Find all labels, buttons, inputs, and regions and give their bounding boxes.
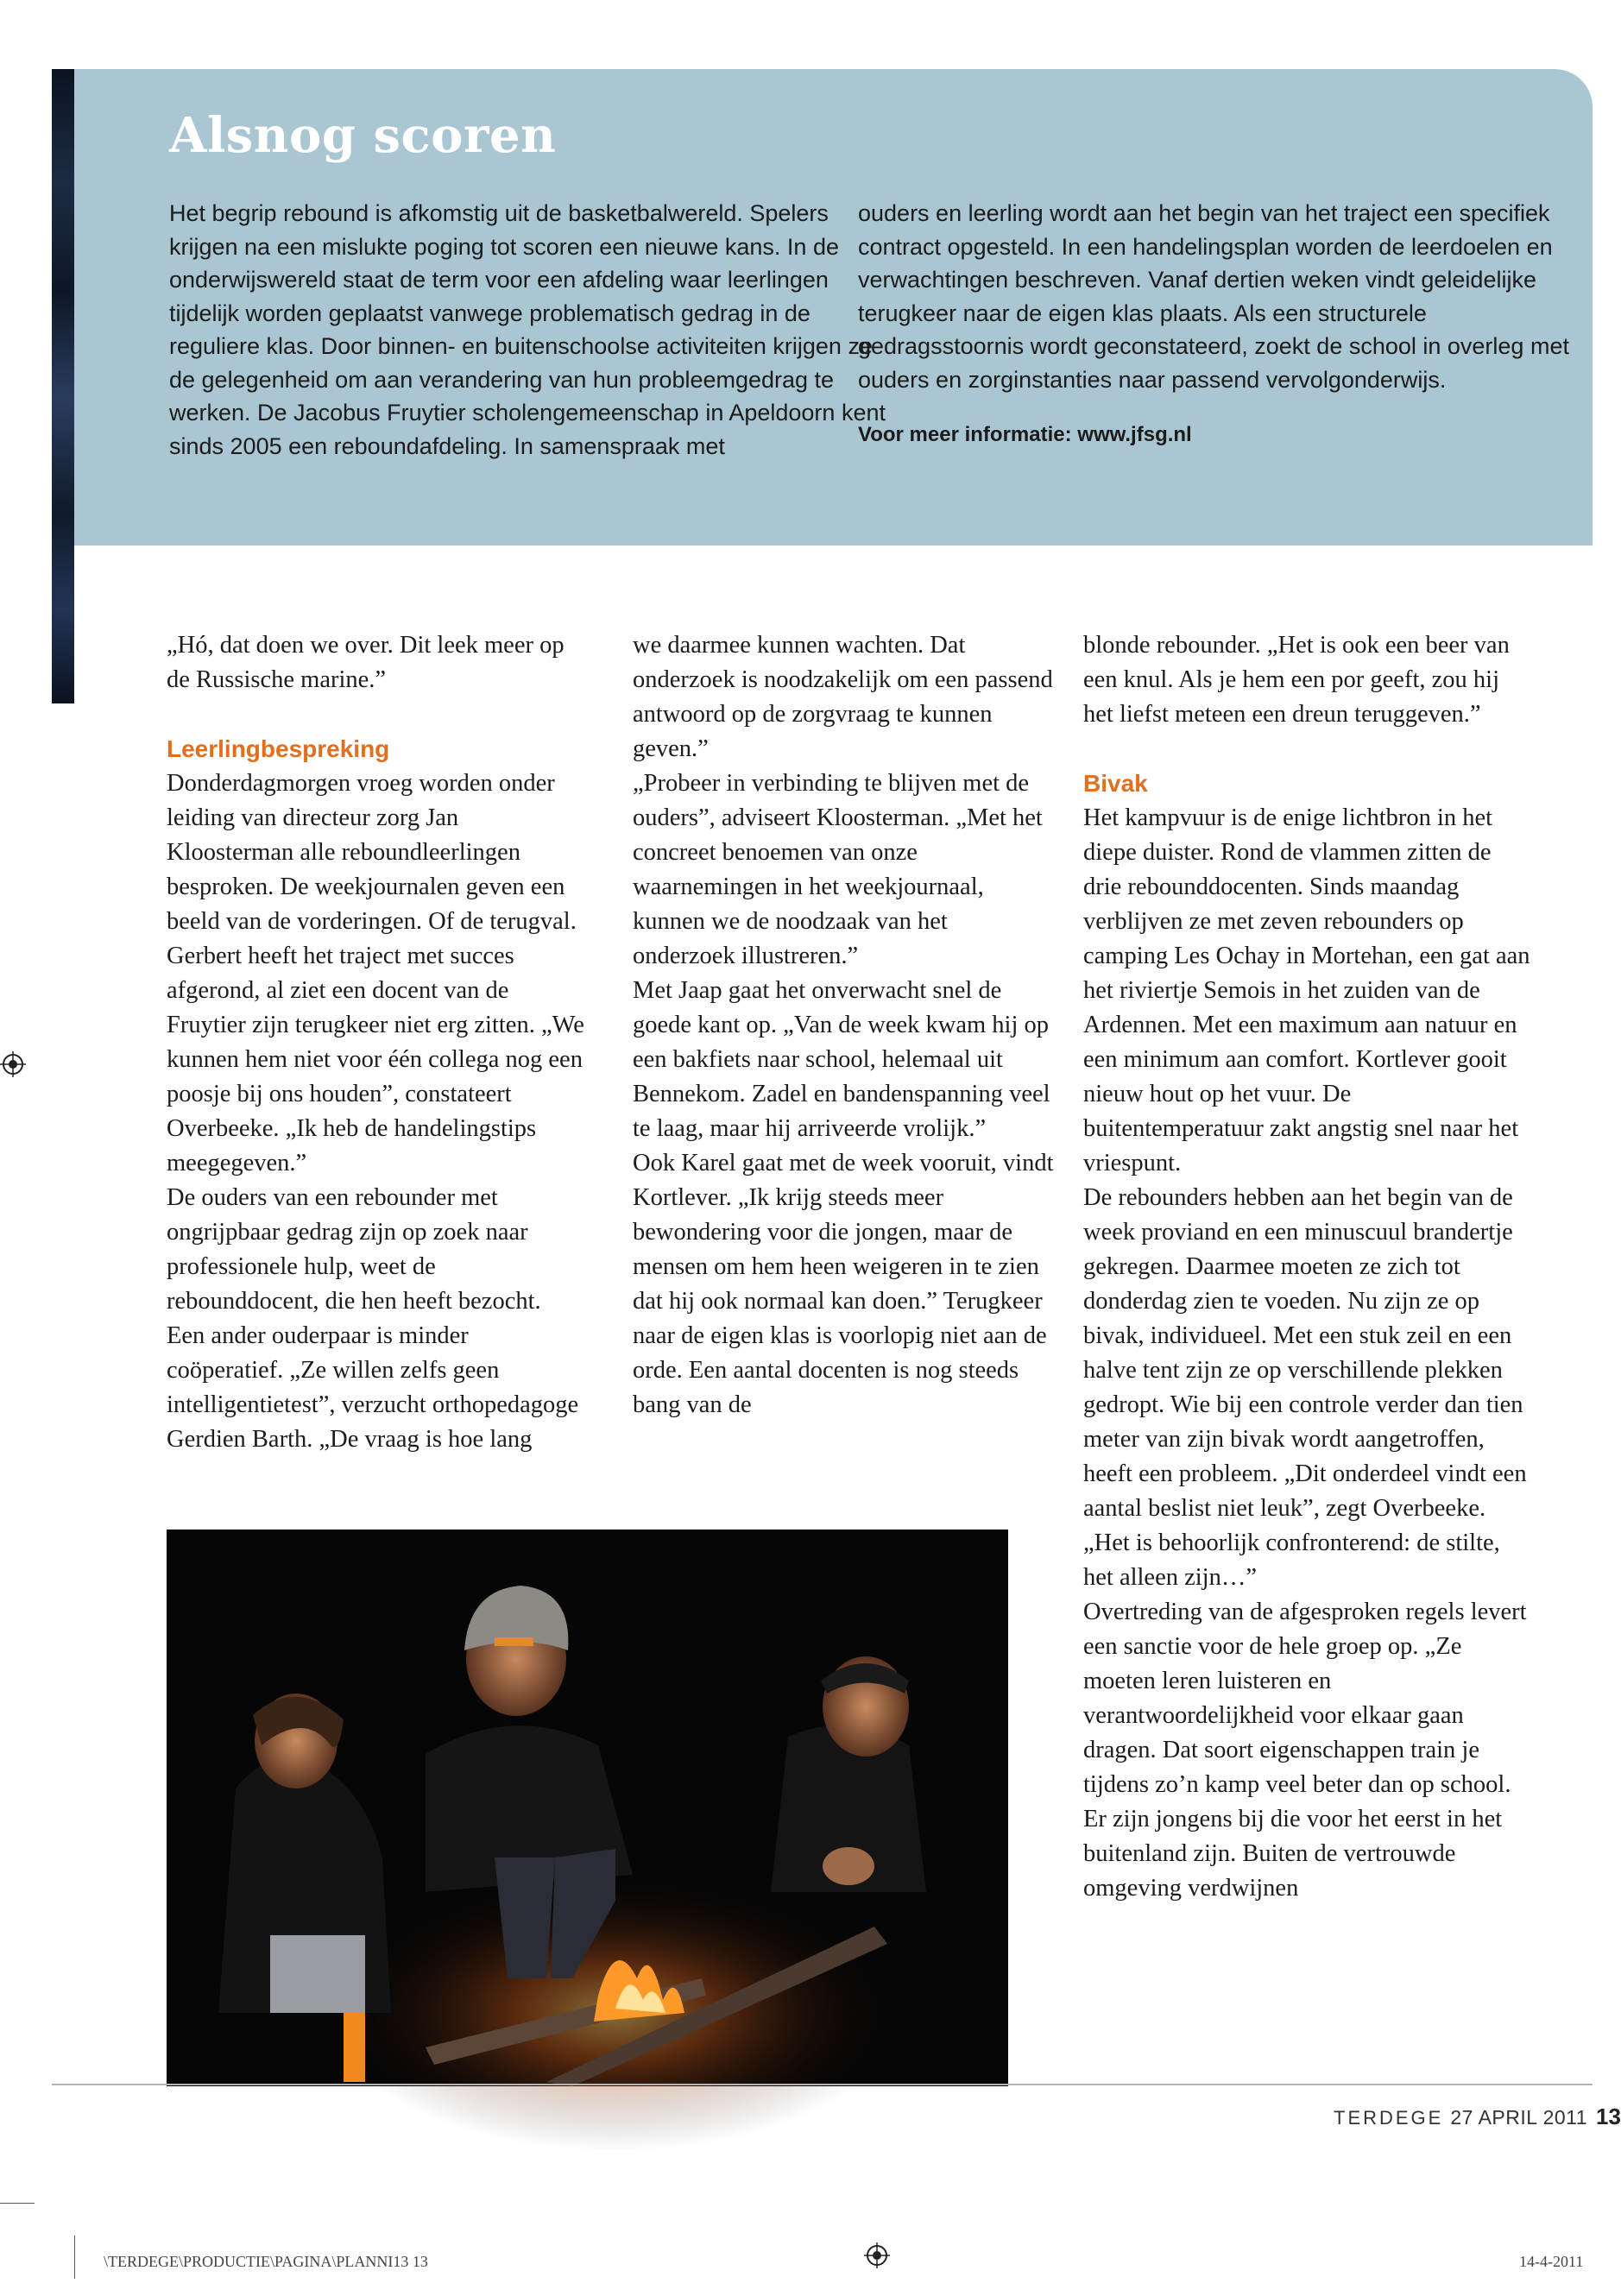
article-column-1 (167, 628, 590, 1457)
crop-mark (74, 2236, 75, 2279)
info-box (74, 69, 1593, 546)
publication-name: TERDEGE (1334, 2107, 1444, 2129)
article-column-2 (633, 628, 1056, 1422)
paragraph: Met Jaap gaat het onverwacht snel de goede kant op. „Van de week kwam hij op een bakfiets naar school, helemaal uit Bennekom. Zadel en bandenspanning veel te laag, maar hij arriveerde vrolijk.” (633, 977, 1050, 1142)
paragraph: Ook Karel gaat met de week vooruit, vindt Kortlever. „Ik krijg steeds meer bewondering voor die jongen, maar de mensen om hem heen weigeren in te zien dat hij ook normaal kan doen.” Terugkeer naar de eigen klas is voorlopig niet aan de orde. Een aantal docenten is nog steeds bang van de (633, 1150, 1054, 1418)
paragraph: „Probeer in verbinding te blijven met de ouders”, adviseert Kloosterman. „Met het concreet benoemen van onze waarnemingen in het weekjournaal, kunnen we de noodzaak van het onderzoek illustreren.” (633, 770, 1043, 969)
registration-mark-icon (864, 2242, 890, 2268)
campfire-photo-illustration (167, 1530, 1008, 2086)
paragraph: Donderdagmorgen vroeg worden onder leiding van directeur zorg Jan Kloosterman alle reboundleerlingen besproken. De weekjournalen geven een beeld van de vorderingen. Of de terugval. Gerbert heeft het traject met succes afgerond, al ziet een docent van de Fruytier zijn terugkeer niet erg zitten. „We kunnen hem niet voor één collega nog een poosje bij ons houden”, constateert Overbeeke. „Ik heb de handelingstips meegegeven.” (167, 770, 584, 1176)
campfire-photo (167, 1530, 1008, 2086)
article-column-3 (1083, 628, 1532, 1906)
info-box-column-2 (858, 197, 1574, 452)
footer-rule (52, 2084, 1593, 2085)
paragraph: blonde rebounder. „Het is ook een beer van een knul. Als je hem een por geeft, zou hij het liefst meteen een dreun teruggeven.” (1083, 632, 1510, 728)
page-number: 13 (1596, 2104, 1621, 2129)
subheading-bivak: Bivak (1083, 770, 1148, 797)
paragraph: „Hó, dat doen we over. Dit leek meer op de Russische marine.” (167, 632, 565, 693)
paragraph: Overtreding van de afgesproken regels levert een sanctie voor de hele groep op. „Ze moeten leren luisteren en verantwoordelijkheid voor elkaar gaan dragen. Dat soort eigenschappen train je tijdens zo’n kamp veel beter dan op school. Er zijn jongens bij die voor het eerst in het buitenland zijn. Buiten de vertrouwde omgeving verdwijnen (1083, 1599, 1527, 1902)
print-date: 14-4-2011 (1519, 2253, 1584, 2270)
subheading-leerlingbespreking: Leerlingbespreking (167, 735, 390, 762)
print-file-path: \TERDEGE\PRODUCTIE\PAGINA\PLANNI13 13 (104, 2253, 428, 2270)
page-footer (1334, 2104, 1621, 2130)
issue-date: 27 APRIL 2011 (1450, 2106, 1588, 2129)
crop-mark (0, 2203, 35, 2204)
paragraph: Een ander ouderpaar is minder coöperatief. „Ze willen zelfs geen intelligentietest”, verzucht orthopedagoge Gerdien Barth. „De vraag is hoe lang (167, 1322, 579, 1453)
paragraph: Het kampvuur is de enige lichtbron in het diepe duister. Rond de vlammen zitten de drie rebounddocenten. Sinds maandag verblijven ze met zeven rebounders op camping Les Ochay in Mortehan, een gat aan het riviertje Semois in het zuiden van de Ardennen. Met een maximum aan natuur en een minimum aan comfort. Kortlever gooit nieuw hout op het vuur. De buitentemperatuur zakt angstig snel naar het vriespunt. (1083, 804, 1530, 1176)
info-box-text-1: Het begrip rebound is afkomstig uit de basketbalwereld. Spelers krijgen na een mislukte poging tot scoren een nieuwe kans. In de onderwijswereld staat de term voor een afdeling waar leerlingen tijdelijk worden geplaatst vanwege problematisch gedrag in de reguliere klas. Door binnen- en buitenschoolse activiteiten krijgen ze de gelegenheid om aan verandering van hun probleemgedrag te werken. De Jacobus Fruytier scholengemeenschap in Apeldoorn kent sinds 2005 een reboundafdeling. In samenspraak met (169, 200, 886, 459)
paragraph: De ouders van een rebounder met ongrijpbaar gedrag zijn op zoek naar professionele hulp, weet de rebounddocent, die hen heeft bezocht. (167, 1184, 541, 1315)
info-box-title: Alsnog scoren (169, 107, 557, 164)
paragraph: De rebounders hebben aan het begin van de week proviand en een minuscuul brandertje gekregen. Daarmee moeten ze zich tot donderdag zien te voeden. Nu zijn ze op bivak, individueel. Met een stuk zeil en een halve tent zijn ze op verschillende plekken gedropt. Wie bij een controle verder dan tien meter van zijn bivak wordt aangetroffen, heeft een probleem. „Dit onderdeel vindt een aantal beslist niet leuk”, zegt Overbeeke. „Het is behoorlijk confronterend: de stilte, het alleen zijn…” (1083, 1184, 1527, 1591)
info-box-text-2: ouders en leerling wordt aan het begin van het traject een specifiek contract opgesteld. In een handelingsplan worden de leerdoelen en verwachtingen beschreven. Vanaf dertien weken vindt geleidelijke terugkeer naar de eigen klas plaats. Als een structurele gedragsstoornis wordt geconstateerd, zoekt de school in overleg met ouders en zorginstanties naar passend vervolgonderwijs. (858, 200, 1569, 393)
registration-mark-icon (0, 1051, 26, 1077)
left-photo-strip (52, 69, 74, 703)
info-box-column-1 (169, 197, 903, 463)
more-info-link[interactable]: Voor meer informatie: www.jfsg.nl (858, 423, 1192, 446)
paragraph: we daarmee kunnen wachten. Dat onderzoek is noodzakelijk om een passend antwoord op de zorgvraag te kunnen geven.” (633, 632, 1053, 762)
